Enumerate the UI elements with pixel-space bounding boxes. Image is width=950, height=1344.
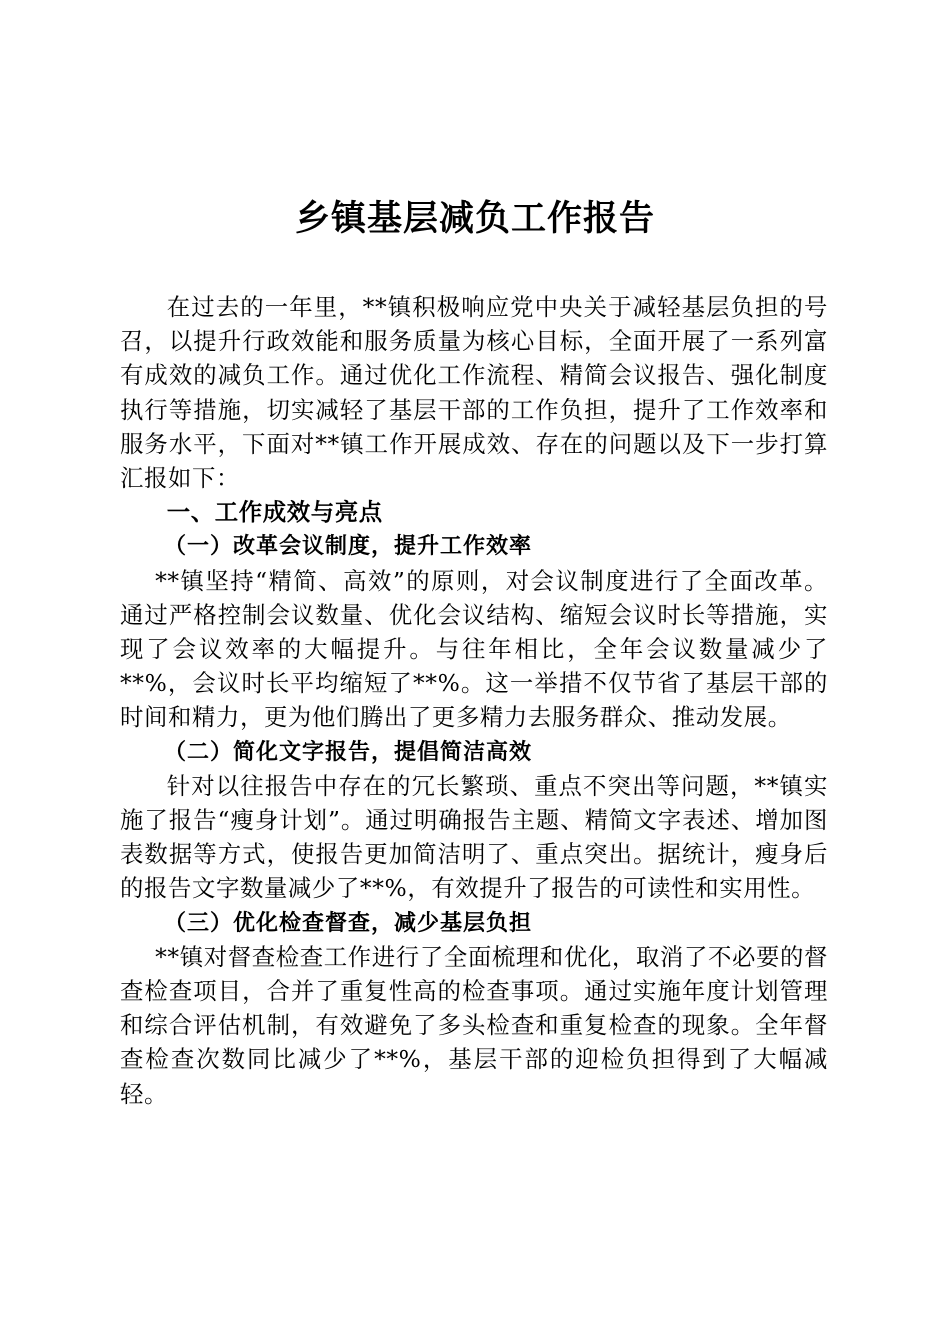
document-body [120, 290, 828, 1111]
subsection-paragraph-1: **镇坚持“精简、高效”的原则，对会议制度进行了全面改革。通过严格控制会议数量、优化会议结构、缩短会议时长等措施，实现了会议效率的大幅提升。与往年相比，全年会议数量减少了**%，会议时长平均缩短了**%。这一举措不仅节省了基层干部的时间和精力，更为他们腾出了更多精力去服务群众、推动发展。 [120, 566, 828, 732]
document-title: 乡镇基层减负工作报告 [294, 198, 655, 239]
subsection-heading-2: （二）简化文字报告，提倡简洁高效 [164, 738, 533, 765]
section-heading-1: 一、工作成效与亮点 [166, 498, 383, 527]
subsection-paragraph-2: 针对以往报告中存在的冗长繁琐、重点不突出等问题，**镇实施了报告“瘦身计划”。通过明确报告主题、精简文字表述、增加图表数据等方式，使报告更加简洁明了、重点突出。据统计，瘦身后的报告文字数量减少了**%，有效提升了报告的可读性和实用性。 [120, 771, 828, 903]
subsection-heading-1: （一）改革会议制度，提升工作效率 [164, 533, 533, 560]
subsection-paragraph-3: **镇对督查检查工作进行了全面梳理和优化，取消了不必要的督查检查项目，合并了重复性高的检查事项。通过实施年度计划管理和综合评估机制，有效避免了多头检查和重复检查的现象。全年督查检查次数同比减少了**%，基层干部的迎检负担得到了大幅减轻。 [120, 942, 828, 1108]
intro-paragraph: 在过去的一年里，**镇积极响应党中央关于减轻基层负担的号召，以提升行政效能和服务质量为核心目标，全面开展了一系列富有成效的减负工作。通过优化工作流程、精简会议报告、强化制度执行等措施，切实减轻了基层干部的工作负担，提升了工作效率和服务水平，下面对**镇工作开展成效、存在的问题以及下一步打算汇报如下： [120, 293, 828, 493]
subsection-heading-3: （三）优化检查督查，减少基层负担 [164, 909, 533, 936]
